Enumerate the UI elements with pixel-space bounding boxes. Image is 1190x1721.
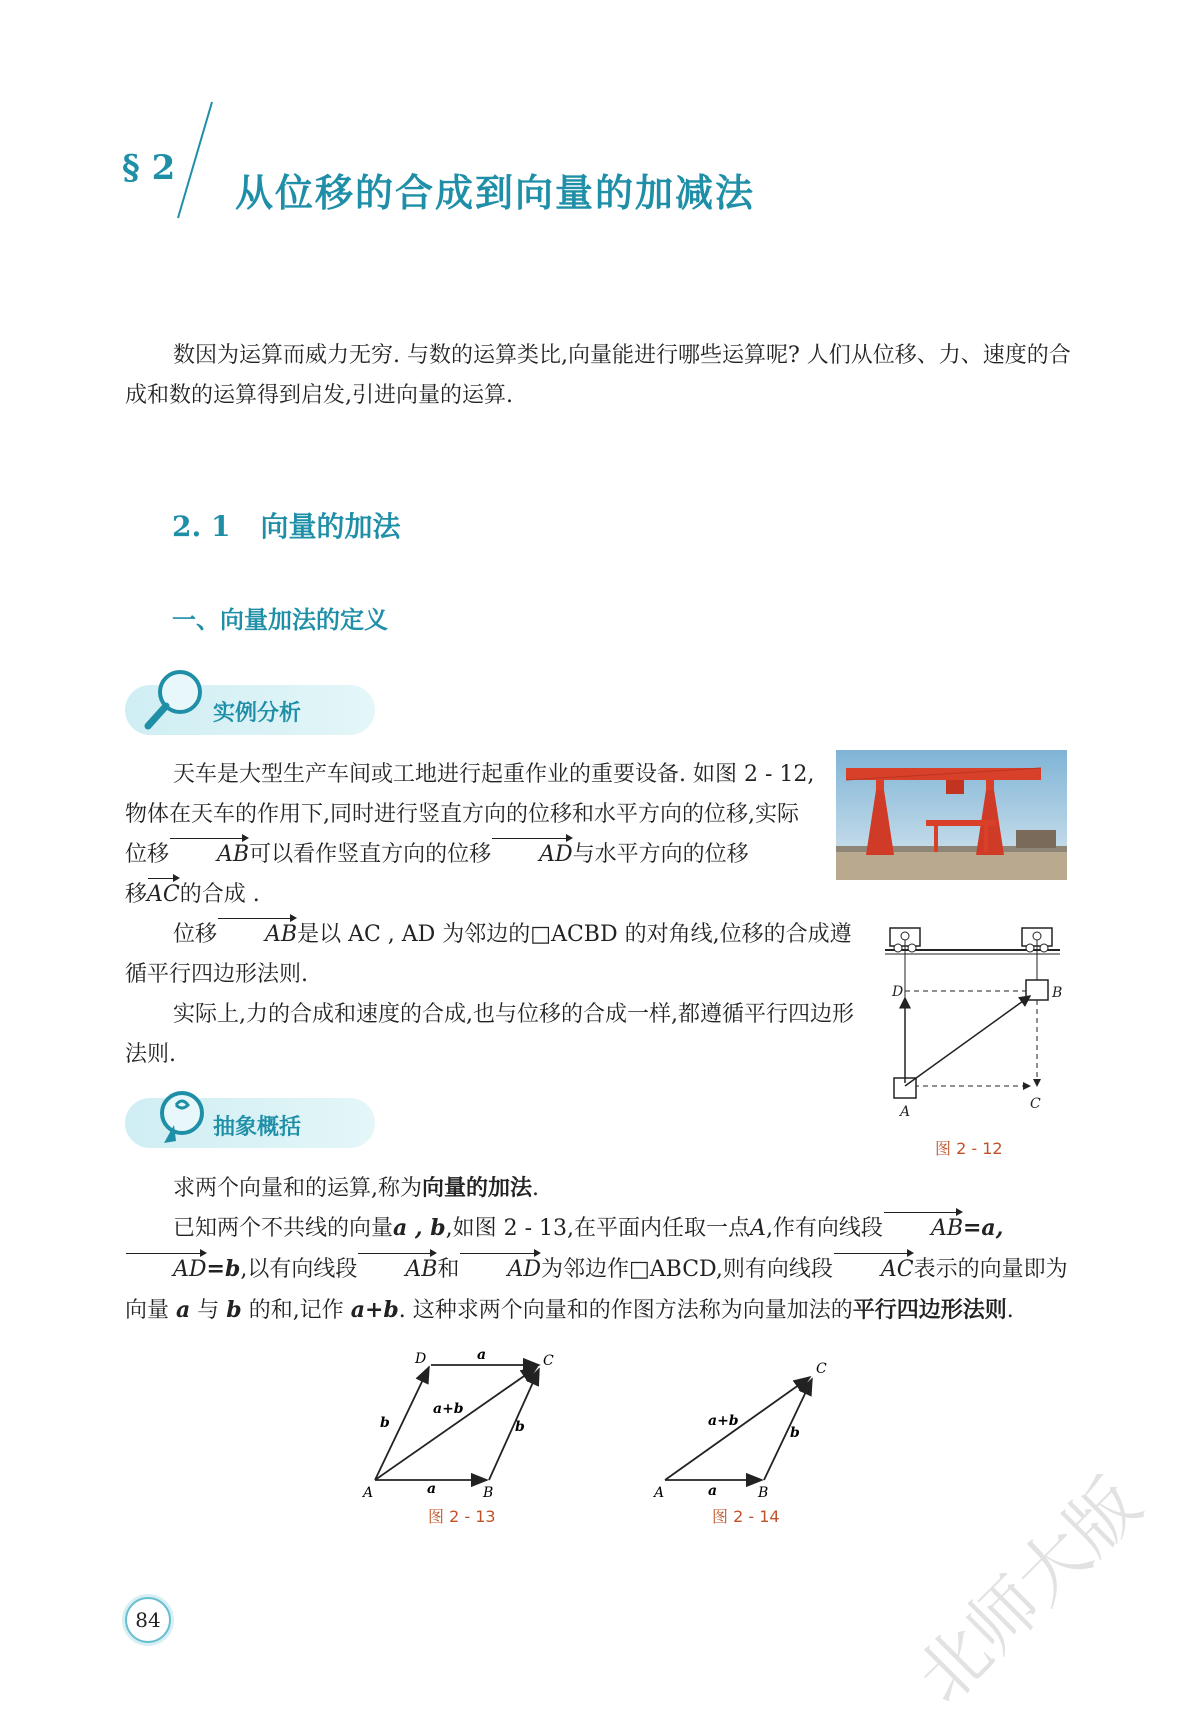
header-slash (170, 100, 220, 220)
abstract-paragraph-2 (125, 1208, 1075, 1331)
abstract-vec-ad-2: AD (459, 1250, 541, 1290)
fig13-label-vec-b-left: b (380, 1415, 390, 1431)
fig14-label-c: C (816, 1361, 827, 1377)
abstract-p2-b: ,如图 2 - 13,在平面内任取一点 (445, 1216, 751, 1241)
fig12-label-a: A (900, 1104, 911, 1118)
abstract-vec-ac: AC (833, 1250, 914, 1290)
vector-ab-2: AB (217, 915, 297, 955)
figure-2-12 (880, 918, 1070, 1118)
abstract-label: 抽象概括 (213, 1115, 302, 1140)
figure-2-13 (355, 1345, 565, 1505)
abstract-p2-end: . (1006, 1298, 1014, 1323)
fig13-label-a: A (363, 1485, 374, 1501)
fig13-label-d: D (415, 1351, 427, 1367)
fig13-label-sum: a+b (433, 1401, 464, 1417)
fig13-label-vec-b-right: b (515, 1419, 525, 1435)
abstract-p2-with: 与 (197, 1298, 220, 1323)
abstract-p2-c: ,作有向线段 (765, 1216, 883, 1241)
magnifier-icon (140, 664, 210, 734)
example-paragraph-2 (125, 915, 865, 995)
fig12-label-d: D (892, 984, 904, 1000)
example-paragraph (125, 755, 817, 875)
fig13-label-b: B (483, 1485, 494, 1501)
example-paragraph-3: 实际上,力的合成和速度的合成,也与位移的合成一样,都遵循平行四边形法则. (125, 1002, 854, 1067)
chapter-title: 从位移的合成到向量的加减法 (235, 170, 756, 215)
example-p2-rest: 是以 AC , AD 为邻边的□ACBD 的对角线,位移的合成遵循平行四边形法则. (125, 922, 852, 987)
fig14-label-sum: a+b (708, 1413, 739, 1429)
term-parallelogram-rule: 平行四边形法则 (852, 1297, 1007, 1323)
section-number: § 2 (122, 148, 176, 188)
fig14-label-vec-b: b (790, 1425, 800, 1441)
subsection-number: 2. 1 (172, 510, 231, 543)
abstract-p2-a: 已知两个不共线的向量 (173, 1216, 394, 1241)
term-vector-addition: 向量的加法 (422, 1175, 533, 1201)
example-text-4b: 的合成 . (179, 882, 260, 907)
fig14-label-b: B (758, 1485, 769, 1501)
abstract-eq-a: =a, (963, 1215, 1004, 1241)
abstract-p2-sum: a+b (350, 1297, 399, 1323)
fig12-label-c: C (1030, 1096, 1041, 1112)
fig12-label-b: B (1052, 985, 1063, 1001)
fig-2-14-caption: 图 2 - 14 (712, 1507, 780, 1526)
fig14-label-vec-a: a (708, 1483, 718, 1499)
watermark: 北师大版 (900, 1462, 1157, 1719)
example-line-4: 移AC的合成 . (125, 875, 425, 915)
abstract-vec-ab: AB (883, 1209, 963, 1249)
abstract-p2-and: 和 (437, 1257, 460, 1282)
figure-2-14 (650, 1355, 840, 1505)
abstract-vec-ab-2: AB (357, 1250, 437, 1290)
vector-ad: AD (491, 835, 573, 875)
subsection-heading (172, 505, 400, 545)
example-text-2: 可以看作竖直方向的位移 (249, 842, 492, 867)
abstract-p2-g: 的和,记作 (248, 1298, 344, 1323)
abstract-text-1: 求两个向量和的运算,称为 (173, 1176, 422, 1201)
example-text-3: 与水平方向的位移 (572, 842, 749, 867)
fig13-label-vec-a-bottom: a (427, 1481, 437, 1497)
abstract-paragraph-1 (125, 1168, 1075, 1209)
example-text-1: 天车是大型生产车间或工地进行起重作业的重要设备. 如图 2 - 12,物体在天车的作用下,同时进行竖直方向的位移和水平方向的位移,实际位移 (125, 762, 815, 867)
vector-ac: AC (147, 875, 180, 915)
fig13-label-c: C (543, 1353, 554, 1369)
fig14-label-a: A (654, 1485, 665, 1501)
subsection-title: 向量的加法 (260, 510, 401, 543)
abstract-vec-ad: AD (125, 1250, 207, 1290)
fig13-label-vec-a-top: a (477, 1347, 487, 1363)
crane-photo (836, 750, 1067, 880)
vector-ab: AB (169, 835, 249, 875)
abstract-p2-ab: a , b (393, 1215, 446, 1241)
abstract-p2-e: 为邻边作□ABCD,则有向线段 (540, 1257, 833, 1282)
abstract-p2-h: . 这种求两个向量和的作图方法称为向量加法的 (398, 1298, 853, 1323)
intro-paragraph: 数因为运算而威力无穷. 与数的运算类比,向量能进行哪些运算呢? 人们从位移、力、速度的合成和数的运算得到启发,引进向量的运算. (125, 343, 1071, 408)
fig-2-13-caption: 图 2 - 13 (428, 1507, 496, 1526)
abstract-eq-b: =b (206, 1256, 241, 1282)
lightbulb-icon (142, 1085, 212, 1155)
abstract-p2-b2: b (226, 1297, 242, 1323)
fig-2-12-caption: 图 2 - 12 (935, 1139, 1003, 1158)
abstract-p2-A: A (750, 1216, 766, 1241)
page-number: 84 (125, 1597, 171, 1643)
example-p2-start: 位移 (173, 922, 218, 947)
abstract-p2-f: 表示的向量即为向量 (125, 1257, 1068, 1323)
example-label: 实例分析 (213, 701, 302, 726)
abstract-text-1-end: . (532, 1176, 540, 1201)
abstract-p2-d: ,以有向线段 (240, 1257, 358, 1282)
abstract-p2-a2: a (176, 1297, 191, 1323)
part-heading: 一、向量加法的定义 (172, 605, 388, 634)
